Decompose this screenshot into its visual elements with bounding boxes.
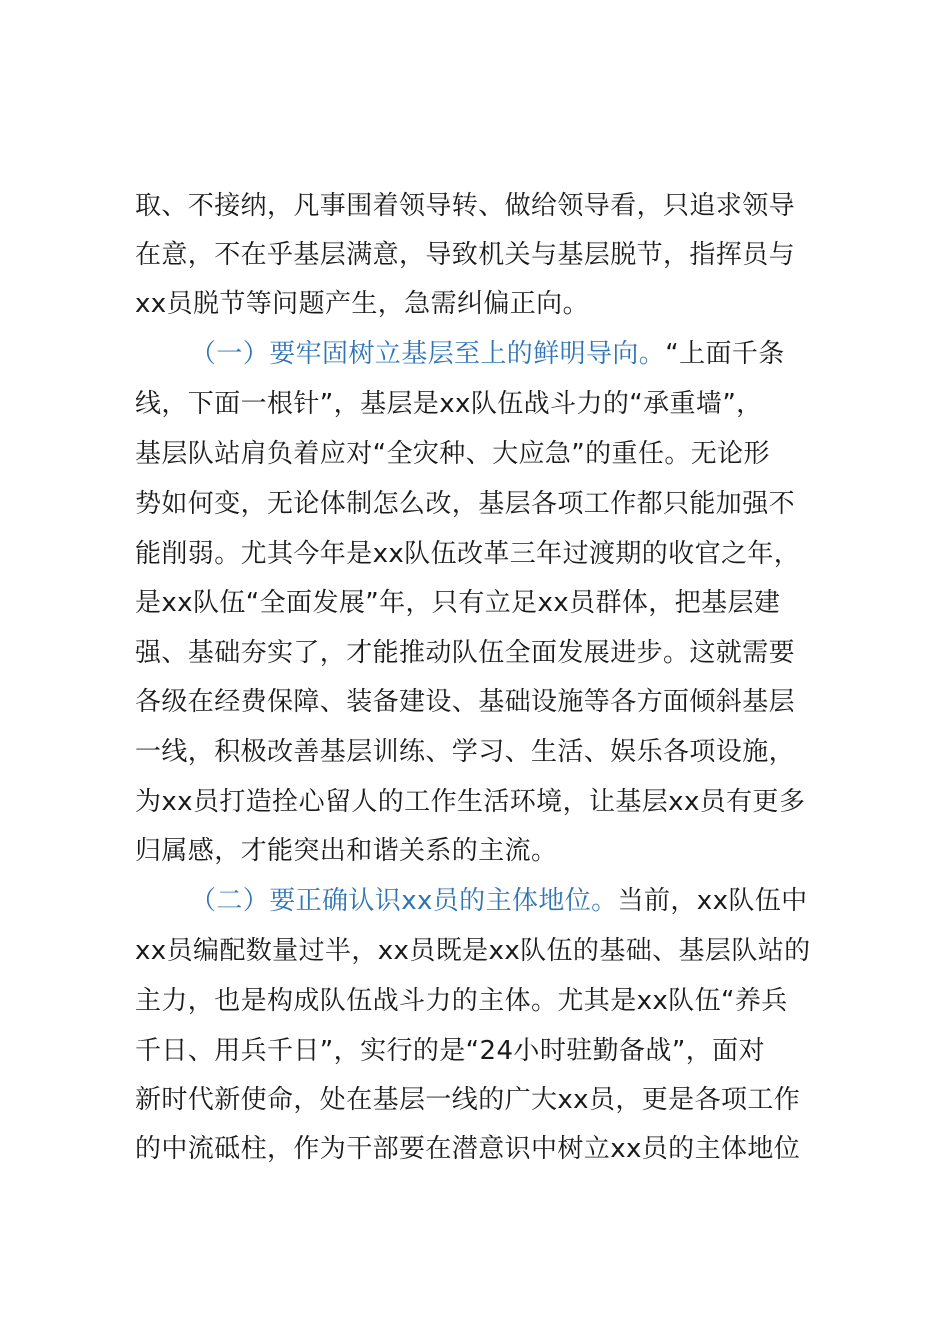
section-2-heading: （二）要正确认识xx员的主体地位。 <box>190 886 618 916</box>
section-1-lead-text: “上面千条 <box>665 339 785 369</box>
body-line: 各级在经费保障、装备建设、基础设施等各方面倾斜基层 <box>135 687 796 717</box>
body-line: 的中流砥柱，作为干部要在潜意识中树立xx员的主体地位 <box>135 1134 801 1164</box>
body-line: 为xx员打造拴心留人的工作生活环境，让基层xx员有更多 <box>135 787 806 817</box>
body-line: 线，下面一根针”，基层是xx队伍战斗力的“承重墙”， <box>135 389 763 419</box>
section-2-first-line <box>190 876 808 926</box>
body-line: 强、基础夯实了，才能推动队伍全面发展进步。这就需要 <box>135 638 796 668</box>
body-line: 新时代新使命，处在基层一线的广大xx员，更是各项工作 <box>135 1085 801 1115</box>
section-1-first-line <box>190 329 785 379</box>
body-line: 是xx队伍“全面发展”年，只有立足xx员群体，把基层建 <box>135 588 781 618</box>
body-line: xx员编配数量过半，xx员既是xx队伍的基础、基层队站的 <box>135 936 811 966</box>
section-1-heading: （一）要牢固树立基层至上的鲜明导向。 <box>190 339 666 369</box>
body-line: xx员脱节等问题产生，急需纠偏正向。 <box>135 289 589 319</box>
body-line: 在意，不在乎基层满意，导致机关与基层脱节，指挥员与 <box>135 240 796 270</box>
section-2-lead-text: 当前，xx队伍中 <box>617 886 808 916</box>
body-line: 一线，积极改善基层训练、学习、生活、娱乐各项设施， <box>135 737 796 767</box>
body-line: 主力，也是构成队伍战斗力的主体。尤其是xx队伍“养兵 <box>135 986 788 1016</box>
body-line: 归属感，才能突出和谐关系的主流。 <box>135 836 558 866</box>
body-line: 取、不接纳，凡事围着领导转、做给领导看，只追求领导 <box>135 191 796 221</box>
body-line: 千日、用兵千日”，实行的是“24小时驻勤备战”，面对 <box>135 1036 765 1066</box>
body-line: 能削弱。尤其今年是xx队伍改革三年过渡期的收官之年， <box>135 539 801 569</box>
body-line: 基层队站肩负着应对“全灾种、大应急”的重任。无论形 <box>135 439 770 469</box>
body-line: 势如何变，无论体制怎么改，基层各项工作都只能加强不 <box>135 489 796 519</box>
